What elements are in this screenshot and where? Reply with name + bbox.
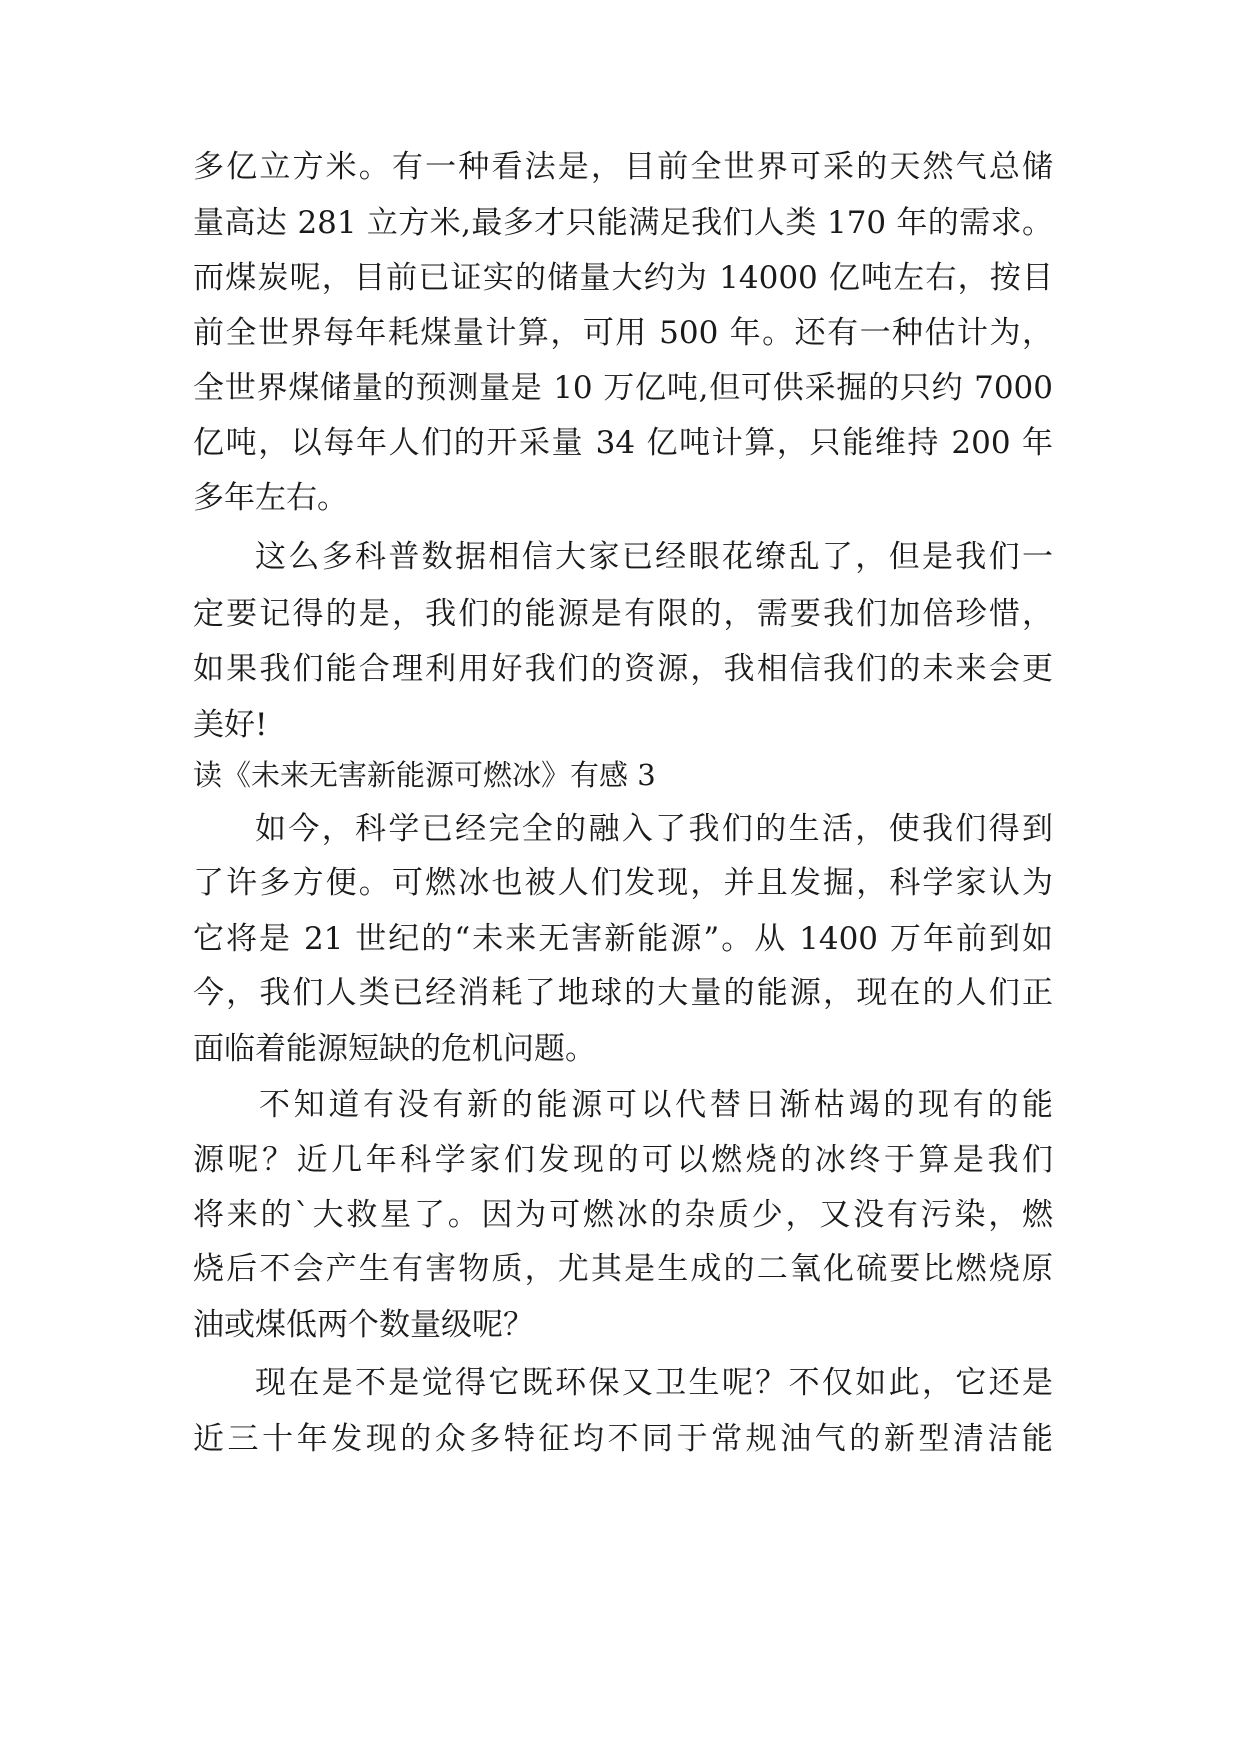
section-heading: 读《未来无害新能源可燃冰》有感 3 bbox=[193, 758, 656, 792]
paragraph-line: 不知道有没有新的能源可以代替日渐枯竭的现有的能 bbox=[259, 1087, 1053, 1123]
paragraph-line: 亿吨，以每年人们的开采量 34 亿吨计算，只能维持 200 年 bbox=[193, 425, 1053, 461]
paragraph-line: 它将是 21 世纪的“未来无害新能源”。从 1400 万年前到如 bbox=[193, 921, 1053, 957]
paragraph-line: 近三十年发现的众多特征均不同于常规油气的新型清洁能 bbox=[193, 1421, 1053, 1457]
paragraph-line: 如今，科学已经完全的融入了我们的生活，使我们得到 bbox=[255, 811, 1053, 847]
paragraph-line: 现在是不是觉得它既环保又卫生呢？不仅如此，它还是 bbox=[255, 1365, 1053, 1401]
paragraph-line: 了许多方便。可燃冰也被人们发现，并且发掘，科学家认为 bbox=[193, 865, 1053, 901]
paragraph-line: 今，我们人类已经消耗了地球的大量的能源，现在的人们正 bbox=[193, 975, 1053, 1011]
paragraph-line: 这么多科普数据相信大家已经眼花缭乱了，但是我们一 bbox=[255, 539, 1053, 575]
paragraph-line: 如果我们能合理利用好我们的资源，我相信我们的未来会更 bbox=[193, 651, 1053, 687]
paragraph-line: 量高达 281 立方米,最多才只能满足我们人类 170 年的需求。 bbox=[193, 205, 1053, 241]
paragraph-line: 而煤炭呢，目前已证实的储量大约为 14000 亿吨左右，按目 bbox=[193, 260, 1053, 296]
paragraph-line: 面临着能源短缺的危机问题。 bbox=[193, 1031, 596, 1067]
paragraph-line: 多亿立方米。有一种看法是，目前全世界可采的天然气总储 bbox=[193, 149, 1053, 185]
paragraph-line: 烧后不会产生有害物质，尤其是生成的二氧化硫要比燃烧原 bbox=[193, 1251, 1053, 1287]
paragraph-line: 全世界煤储量的预测量是 10 万亿吨,但可供采掘的只约 7000 bbox=[193, 370, 1053, 406]
paragraph-line: 定要记得的是，我们的能源是有限的，需要我们加倍珍惜， bbox=[193, 596, 1053, 632]
paragraph-line: 美好! bbox=[193, 707, 268, 743]
paragraph-line: 将来的`大救星了。因为可燃冰的杂质少，又没有污染，燃 bbox=[193, 1197, 1053, 1233]
paragraph-line: 源呢？近几年科学家们发现的可以燃烧的冰终于算是我们 bbox=[193, 1142, 1053, 1178]
paragraph-line: 油或煤低两个数量级呢？ bbox=[193, 1307, 534, 1343]
paragraph-line: 前全世界每年耗煤量计算，可用 500 年。还有一种估计为， bbox=[193, 315, 1053, 351]
paragraph-line: 多年左右。 bbox=[193, 480, 348, 516]
